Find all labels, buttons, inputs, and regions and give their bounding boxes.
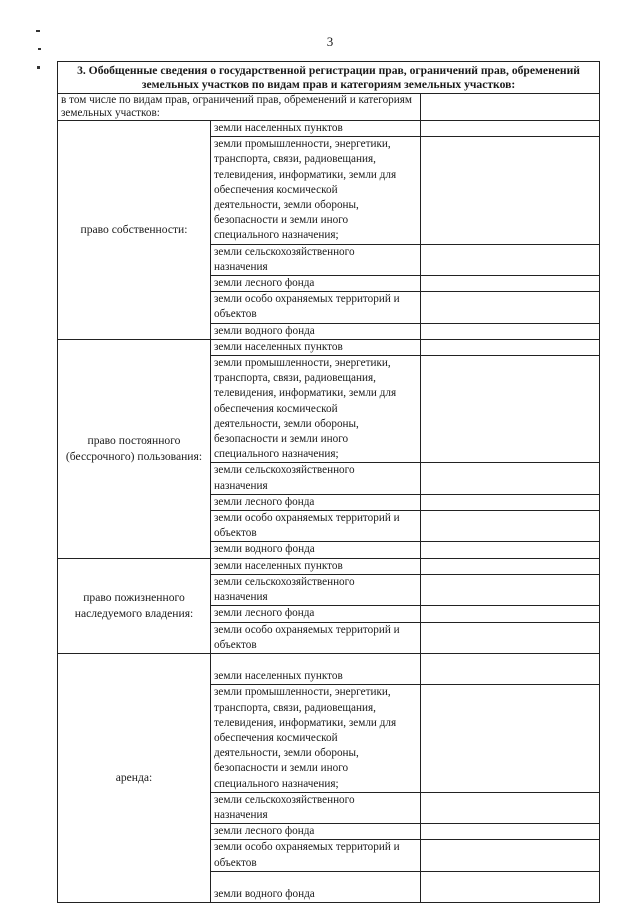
scan-mark (36, 30, 40, 32)
value-cell[interactable] (421, 542, 600, 558)
land-category-label: земли лесного фонда (211, 606, 421, 622)
registration-table (57, 61, 600, 903)
value-cell[interactable] (421, 558, 600, 574)
land-category-label: земли сельскохозяйственного назначения (211, 463, 421, 494)
land-category-label: земли лесного фонда (211, 276, 421, 292)
land-category-label: земли населенных пунктов (211, 339, 421, 355)
table-row (58, 653, 600, 684)
land-category-label: земли водного фонда (211, 323, 421, 339)
value-cell[interactable] (421, 653, 600, 684)
right-type-label: право постоянного (бессрочного) пользования: (58, 339, 211, 558)
land-category-label: земли особо охраняемых территорий и объектов (211, 511, 421, 542)
value-cell[interactable] (421, 871, 600, 902)
table-row (58, 339, 600, 355)
value-cell[interactable] (421, 622, 600, 653)
value-cell[interactable] (421, 494, 600, 510)
land-category-label: земли промышленности, энергетики, транспорта, связи, радиовещания, телевидения, информатики, земли для обеспечения космической деятельности, земли обороны, безопасности и земли иного специального назначения; (211, 356, 421, 463)
value-cell[interactable] (421, 244, 600, 275)
land-category-label: земли особо охраняемых территорий и объектов (211, 840, 421, 871)
table-row (58, 558, 600, 574)
value-cell[interactable] (421, 323, 600, 339)
value-cell[interactable] (421, 121, 600, 137)
land-category-label: земли водного фонда (211, 871, 421, 902)
value-cell[interactable] (421, 463, 600, 494)
value-cell[interactable] (421, 685, 600, 792)
land-category-label: земли особо охраняемых территорий и объектов (211, 292, 421, 323)
right-type-label: право пожизненного наследуемого владения: (58, 558, 211, 653)
section-title: 3. Обобщенные сведения о государственной регистрации прав, ограничений прав, обременений земельных участков по видам прав и категориям земельных участков: (58, 62, 600, 94)
value-cell[interactable] (421, 276, 600, 292)
table-row (58, 121, 600, 137)
subtitle-value-cell (421, 94, 600, 121)
land-category-label: земли населенных пунктов (211, 558, 421, 574)
value-cell[interactable] (421, 511, 600, 542)
value-cell[interactable] (421, 292, 600, 323)
right-type-label: право собственности: (58, 121, 211, 340)
scan-mark (38, 48, 41, 50)
value-cell[interactable] (421, 339, 600, 355)
land-category-label: земли лесного фонда (211, 824, 421, 840)
land-category-label: земли водного фонда (211, 542, 421, 558)
section-subtitle-row (58, 94, 600, 121)
land-category-label: земли населенных пунктов (211, 653, 421, 684)
right-type-label: аренда: (58, 653, 211, 902)
value-cell[interactable] (421, 356, 600, 463)
value-cell[interactable] (421, 824, 600, 840)
land-category-label: земли промышленности, энергетики, транспорта, связи, радиовещания, телевидения, информатики, земли для обеспечения космической деятельности, земли обороны, безопасности и земли иного специального назначения; (211, 685, 421, 792)
value-cell[interactable] (421, 137, 600, 244)
section-title-row (58, 62, 600, 94)
land-category-label: земли особо охраняемых территорий и объектов (211, 622, 421, 653)
section-subtitle: в том числе по видам прав, ограничений прав, обременений и категориям земельных участков: (58, 94, 421, 121)
value-cell[interactable] (421, 606, 600, 622)
value-cell[interactable] (421, 840, 600, 871)
land-category-label: земли населенных пунктов (211, 121, 421, 137)
value-cell[interactable] (421, 574, 600, 605)
value-cell[interactable] (421, 792, 600, 823)
land-category-label: земли сельскохозяйственного назначения (211, 244, 421, 275)
land-category-label: земли промышленности, энергетики, транспорта, связи, радиовещания, телевидения, информатики, земли для обеспечения космической деятельности, земли обороны, безопасности и земли иного специального назначения; (211, 137, 421, 244)
scan-mark (37, 66, 40, 69)
page-number: 3 (326, 34, 334, 49)
land-category-label: земли сельскохозяйственного назначения (211, 574, 421, 605)
land-category-label: земли сельскохозяйственного назначения (211, 792, 421, 823)
land-category-label: земли лесного фонда (211, 494, 421, 510)
